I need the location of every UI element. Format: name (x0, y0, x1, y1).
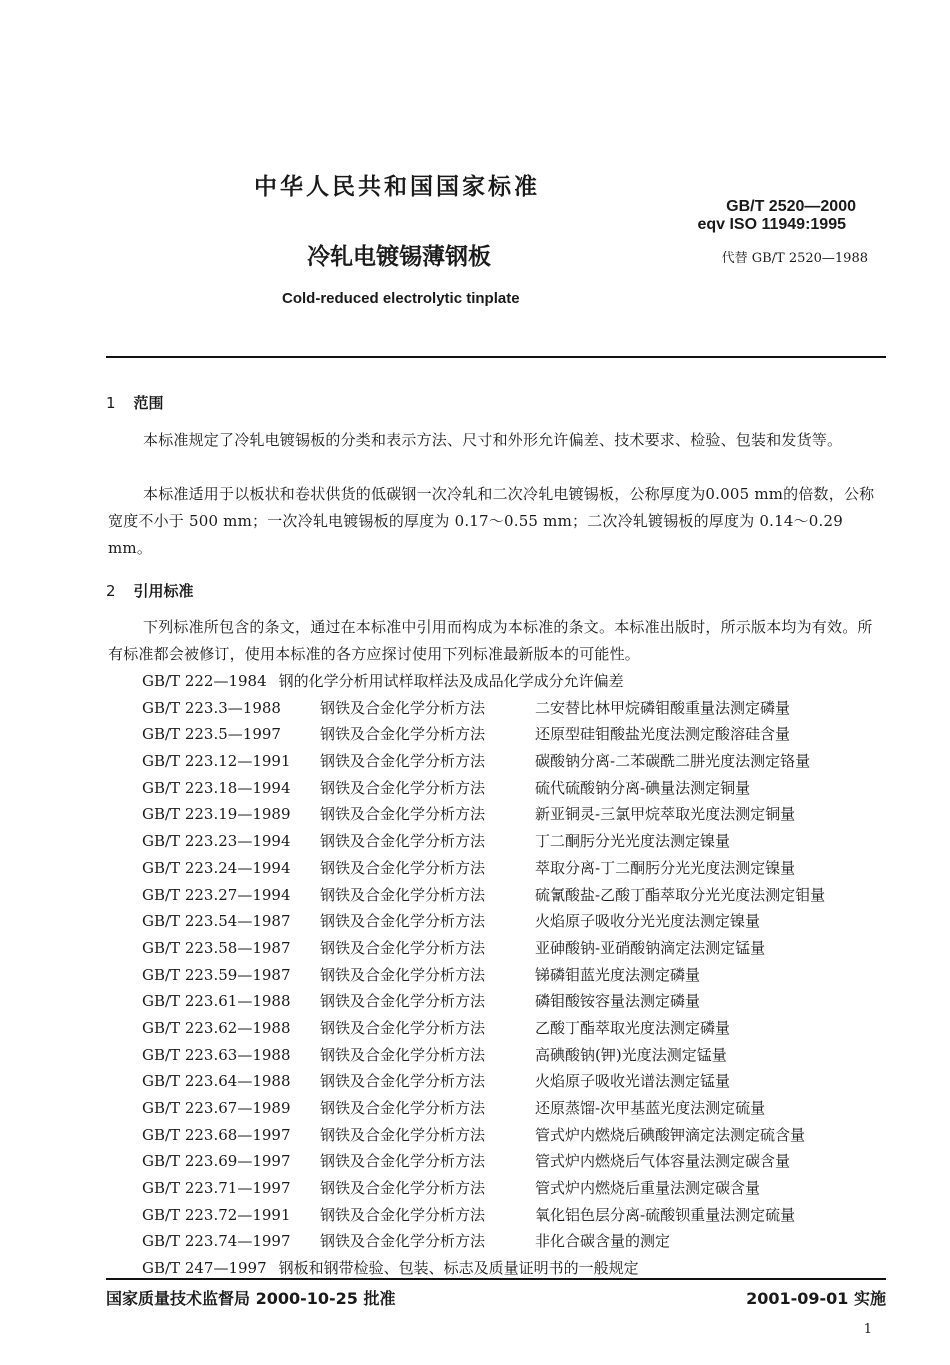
reference-code: GB/T 223.69—1997 (142, 1152, 291, 1171)
reference-title: 管式炉内燃烧后重量法测定碳含量 (535, 1179, 761, 1198)
reference-category: 钢铁及合金化学分析方法 (320, 1205, 486, 1224)
reference-item (142, 1042, 825, 1069)
reference-title: 还原蒸馏-次甲基蓝光度法测定硫量 (535, 1099, 766, 1117)
reference-title: 磷钼酸铵容量法测定磷量 (535, 992, 701, 1011)
reference-title: 乙酸丁酯萃取光度法测定磷量 (535, 1018, 731, 1037)
reference-code: GB/T 223.54—1987 (142, 912, 291, 931)
reference-item (142, 1148, 825, 1175)
page-number: 1 (863, 1322, 872, 1337)
reference-category: 钢铁及合金化学分析方法 (320, 778, 486, 797)
reference-title: 丁二酮肟分光光度法测定镍量 (535, 832, 731, 851)
reference-title: 新亚铜灵-三氯甲烷萃取光度法测定铜量 (535, 805, 796, 824)
reference-title: 管式炉内燃烧后碘酸钾滴定法测定硫含量 (535, 1125, 806, 1144)
reference-title: 锑磷钼蓝光度法测定磷量 (535, 965, 701, 984)
reference-code: GB/T 223.67—1989 (142, 1099, 291, 1117)
reference-item (142, 828, 825, 855)
reference-item (142, 1095, 825, 1122)
reference-category: 钢铁及合金化学分析方法 (320, 805, 486, 824)
reference-code: GB/T 223.18—1994 (142, 778, 291, 797)
reference-item (142, 801, 825, 828)
paragraph: 下列标准所包含的条文，通过在本标准中引用而构成为本标准的条文。本标准出版时，所示版本均为有效。所有标准都会被修订，使用本标准的各方应探讨使用下列标准最新版本的可能性。 (108, 618, 873, 663)
reference-code: GB/T 223.3—1988 (142, 698, 281, 717)
section-2-heading (106, 580, 194, 601)
reference-category: 钢铁及合金化学分析方法 (320, 1018, 486, 1037)
reference-category: 钢铁及合金化学分析方法 (320, 858, 486, 877)
reference-item (142, 962, 825, 989)
reference-category: 钢铁及合金化学分析方法 (320, 1072, 486, 1091)
reference-item (142, 1068, 825, 1095)
paragraph: 本标准规定了冷轧电镀锡板的分类和表示方法、尺寸和外形允许偏差、技术要求、检验、包装和发货等。 (143, 431, 843, 449)
issue-date: 国家质量技术监督局 2000-10-25 批准 (106, 1289, 396, 1308)
header-divider (106, 356, 886, 358)
reference-title: 硫代硫酸钠分离-碘量法测定铜量 (535, 778, 751, 797)
national-standard-title: 中华人民共和国国家标准 (254, 174, 540, 200)
reference-item (142, 1228, 825, 1255)
reference-item (142, 721, 825, 748)
reference-category: 钢铁及合金化学分析方法 (320, 1179, 486, 1198)
reference-title: 高碘酸钠(钾)光度法测定锰量 (535, 1045, 727, 1064)
reference-item (142, 935, 825, 962)
document-title: 冷轧电镀锡薄钢板 (307, 244, 491, 270)
reference-title: 氧化铝色层分离-硫酸钡重量法测定硫量 (535, 1205, 796, 1224)
reference-item (142, 668, 825, 695)
footer-divider (106, 1278, 886, 1280)
document-title-english: Cold-reduced electrolytic tinplate (282, 290, 520, 307)
reference-item (142, 908, 825, 935)
reference-title: 非化合碳含量的测定 (535, 1232, 671, 1251)
replaces-standard: 代替 GB/T 2520—1988 (721, 251, 868, 266)
reference-item (142, 855, 825, 882)
reference-category: 钢铁及合金化学分析方法 (320, 1099, 486, 1117)
reference-title: 亚砷酸钠-亚硝酸钠滴定法测定锰量 (535, 938, 766, 957)
reference-item (142, 1175, 825, 1202)
reference-code: GB/T 223.24—1994 (142, 858, 291, 877)
reference-category: 钢铁及合金化学分析方法 (320, 832, 486, 851)
reference-title: 萃取分离-丁二酮肟分光光度法测定镍量 (535, 858, 796, 877)
reference-code: GB/T 223.62—1988 (142, 1018, 291, 1037)
reference-item (142, 988, 825, 1015)
reference-category: 钢铁及合金化学分析方法 (320, 752, 486, 771)
reference-item (142, 748, 825, 775)
reference-title: 二安替比林甲烷磷钼酸重量法测定磷量 (535, 698, 791, 717)
reference-code: GB/T 223.72—1991 (142, 1205, 291, 1224)
reference-code: GB/T 223.23—1994 (142, 832, 291, 851)
reference-title: 火焰原子吸收分光光度法测定镍量 (535, 912, 761, 931)
reference-code: GB/T 223.61—1988 (142, 992, 291, 1011)
reference-code: GB/T 223.27—1994 (142, 885, 291, 904)
standard-code: GB/T 2520—2000 (726, 198, 856, 215)
reference-category: 钢铁及合金化学分析方法 (320, 992, 486, 1011)
reference-code: GB/T 223.19—1989 (142, 805, 291, 824)
reference-item (142, 1202, 825, 1229)
reference-code: GB/T 223.71—1997 (142, 1179, 291, 1198)
reference-code: GB/T 223.12—1991 (142, 752, 291, 771)
reference-category: 钢铁及合金化学分析方法 (320, 912, 486, 931)
reference-category: 钢铁及合金化学分析方法 (320, 698, 486, 717)
paragraph: 本标准适用于以板状和卷状供货的低碳钢一次冷轧和二次冷轧电镀锡板，公称厚度为0.005 mm的倍数，公称宽度不小于 500 mm；一次冷轧电镀锡板的厚度为 0.17～0.55 mm；二次冷轧镀锡板的厚度为 0.14～0.29 mm。 (108, 485, 875, 557)
reference-code: GB/T 223.68—1997 (142, 1125, 291, 1144)
reference-title: 还原型硅钼酸盐光度法测定酸溶硅含量 (535, 725, 791, 744)
section-title: 范围 (133, 394, 164, 412)
reference-title: 火焰原子吸收光谱法测定锰量 (535, 1072, 731, 1091)
reference-item (142, 775, 825, 802)
reference-title: 硫氰酸盐-乙酸丁酯萃取分光光度法测定钼量 (535, 885, 826, 904)
reference-code: GB/T 223.5—1997 (142, 725, 281, 744)
reference-code: GB/T 222—1984 (142, 672, 267, 690)
section-title: 引用标准 (133, 582, 194, 600)
section-number: 2 (106, 582, 116, 600)
reference-item (142, 882, 825, 909)
reference-category: 钢铁及合金化学分析方法 (320, 965, 486, 984)
reference-title: 管式炉内燃烧后气体容量法测定碳含量 (535, 1152, 791, 1171)
section-number: 1 (106, 394, 116, 412)
reference-category: 钢铁及合金化学分析方法 (320, 1125, 486, 1144)
reference-category: 钢铁及合金化学分析方法 (320, 725, 486, 744)
reference-code: GB/T 223.58—1987 (142, 938, 291, 957)
reference-title: 钢的化学分析用试样取样法及成品化学成分允许偏差 (278, 672, 624, 690)
reference-category: 钢铁及合金化学分析方法 (320, 885, 486, 904)
reference-item (142, 695, 825, 722)
reference-category: 钢铁及合金化学分析方法 (320, 938, 486, 957)
section-1-heading (106, 392, 164, 413)
reference-title: 碳酸钠分离-二苯碳酰二肼光度法测定铬量 (535, 752, 811, 771)
reference-code: GB/T 223.74—1997 (142, 1232, 291, 1251)
reference-list (142, 668, 825, 1282)
reference-title: 钢板和钢带检验、包装、标志及质量证明书的一般规定 (278, 1259, 639, 1278)
reference-category: 钢铁及合金化学分析方法 (320, 1045, 486, 1064)
equivalent-standard: eqv ISO 11949:1995 (697, 216, 846, 233)
reference-item (142, 1122, 825, 1149)
reference-item (142, 1015, 825, 1042)
effective-date: 2001-09-01 实施 (746, 1289, 886, 1308)
reference-code: GB/T 247—1997 (142, 1259, 267, 1278)
reference-category: 钢铁及合金化学分析方法 (320, 1232, 486, 1251)
reference-code: GB/T 223.64—1988 (142, 1072, 291, 1091)
reference-category: 钢铁及合金化学分析方法 (320, 1152, 486, 1171)
reference-code: GB/T 223.63—1988 (142, 1045, 291, 1064)
reference-code: GB/T 223.59—1987 (142, 965, 291, 984)
